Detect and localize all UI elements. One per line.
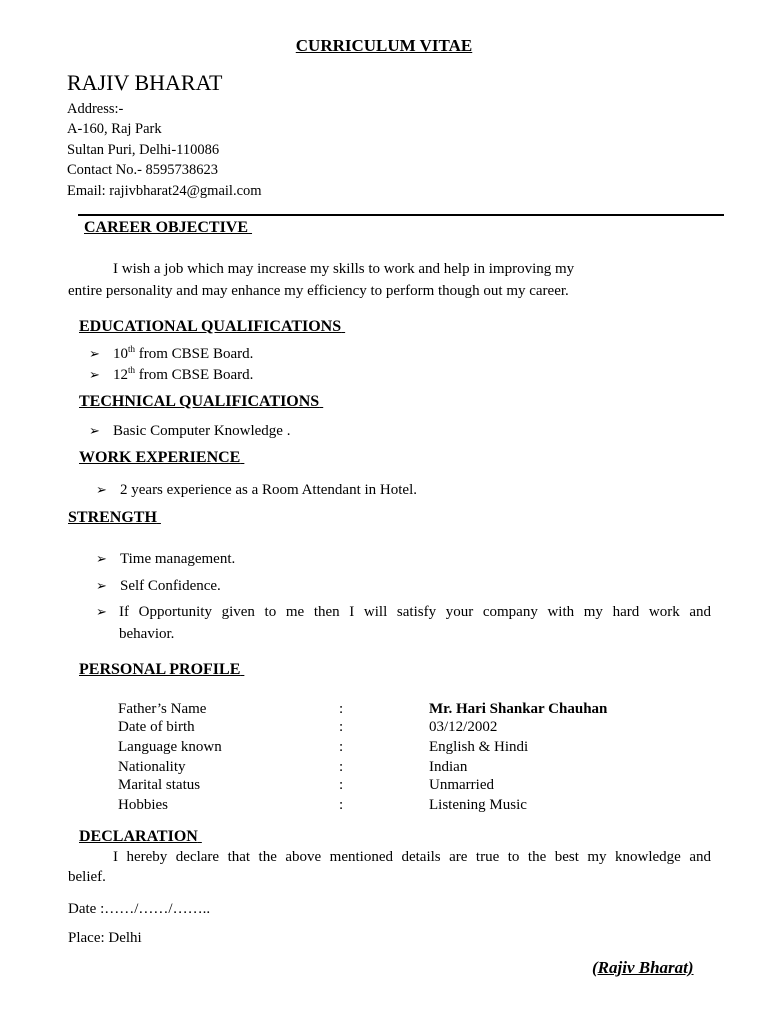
profile-separator: : xyxy=(339,797,344,813)
arrow-bullet-icon: ➢ xyxy=(89,423,100,438)
declaration-heading: DECLARATION xyxy=(79,828,198,845)
arrow-bullet-icon: ➢ xyxy=(96,578,107,593)
objective-line-2: entire personality and may enhance my efficiency to perform though out my career. xyxy=(68,283,569,299)
strength-item: ➢ Time management. xyxy=(96,551,236,567)
work-item: ➢ 2 years experience as a Room Attendant in Hotel. xyxy=(96,482,417,498)
strength-item: If Opportunity given to me then I will satisfy your company with my hard work and xyxy=(119,604,711,620)
arrow-bullet-icon: ➢ xyxy=(96,482,107,497)
profile-value: Unmarried xyxy=(429,777,494,793)
profile-label: Date of birth xyxy=(118,719,195,735)
profile-value: Mr. Hari Shankar Chauhan xyxy=(429,701,608,717)
address-line-2: Sultan Puri, Delhi-110086 xyxy=(67,142,220,158)
place-line: Place: Delhi xyxy=(68,930,142,946)
profile-label: Father’s Name xyxy=(118,701,207,717)
strength-item: ➢ Self Confidence. xyxy=(96,578,221,594)
education-heading: EDUCATIONAL QUALIFICATIONS xyxy=(79,318,342,335)
address-label: Address:- xyxy=(67,101,124,117)
profile-label: Language known xyxy=(118,739,222,755)
section-divider xyxy=(78,214,724,216)
profile-label: Hobbies xyxy=(118,797,168,813)
profile-separator: : xyxy=(339,777,344,793)
profile-separator: : xyxy=(339,759,344,775)
technical-item: ➢ Basic Computer Knowledge . xyxy=(89,423,291,439)
profile-separator: : xyxy=(339,701,344,717)
profile-value: English & Hindi xyxy=(429,739,529,755)
candidate-name: RAJIV BHARAT xyxy=(67,70,223,95)
profile-value: Indian xyxy=(429,759,468,775)
address-line-1: A-160, Raj Park xyxy=(67,121,162,137)
contact-number: Contact No.- 8595738623 xyxy=(67,162,219,178)
declaration-line-2: belief. xyxy=(68,869,106,885)
career-objective-heading: CAREER OBJECTIVE xyxy=(84,219,249,236)
personal-profile-heading: PERSONAL PROFILE xyxy=(79,661,241,678)
signature: (Rajiv Bharat) xyxy=(592,958,694,977)
work-heading: WORK EXPERIENCE xyxy=(79,449,241,466)
email: Email: rajivbharat24@gmail.com xyxy=(67,183,262,199)
education-item: ➢ 12th from CBSE Board. xyxy=(89,365,254,383)
arrow-bullet-icon: ➢ xyxy=(89,367,100,382)
education-item: ➢ 10th from CBSE Board. xyxy=(89,344,254,362)
objective-line-1: I wish a job which may increase my skills to work and help in improving my xyxy=(113,261,575,277)
date-line: Date :……/……/…….. xyxy=(68,901,211,917)
declaration-line-1: I hereby declare that the above mentioned details are true to the best my knowledge and xyxy=(113,849,711,865)
strength-heading: STRENGTH xyxy=(68,509,157,526)
profile-separator: : xyxy=(339,719,344,735)
profile-label: Marital status xyxy=(118,777,201,793)
document-title: CURRICULUM VITAE xyxy=(295,36,473,55)
arrow-bullet-icon: ➢ xyxy=(96,551,107,566)
profile-separator: : xyxy=(339,739,344,755)
profile-label: Nationality xyxy=(118,759,186,775)
strength-item-continued: behavior. xyxy=(119,626,175,642)
arrow-bullet-icon: ➢ xyxy=(89,346,100,361)
arrow-bullet-icon: ➢ xyxy=(96,604,107,619)
profile-value: 03/12/2002 xyxy=(429,719,498,735)
technical-heading: TECHNICAL QUALIFICATIONS xyxy=(79,393,320,410)
profile-value: Listening Music xyxy=(429,797,527,813)
